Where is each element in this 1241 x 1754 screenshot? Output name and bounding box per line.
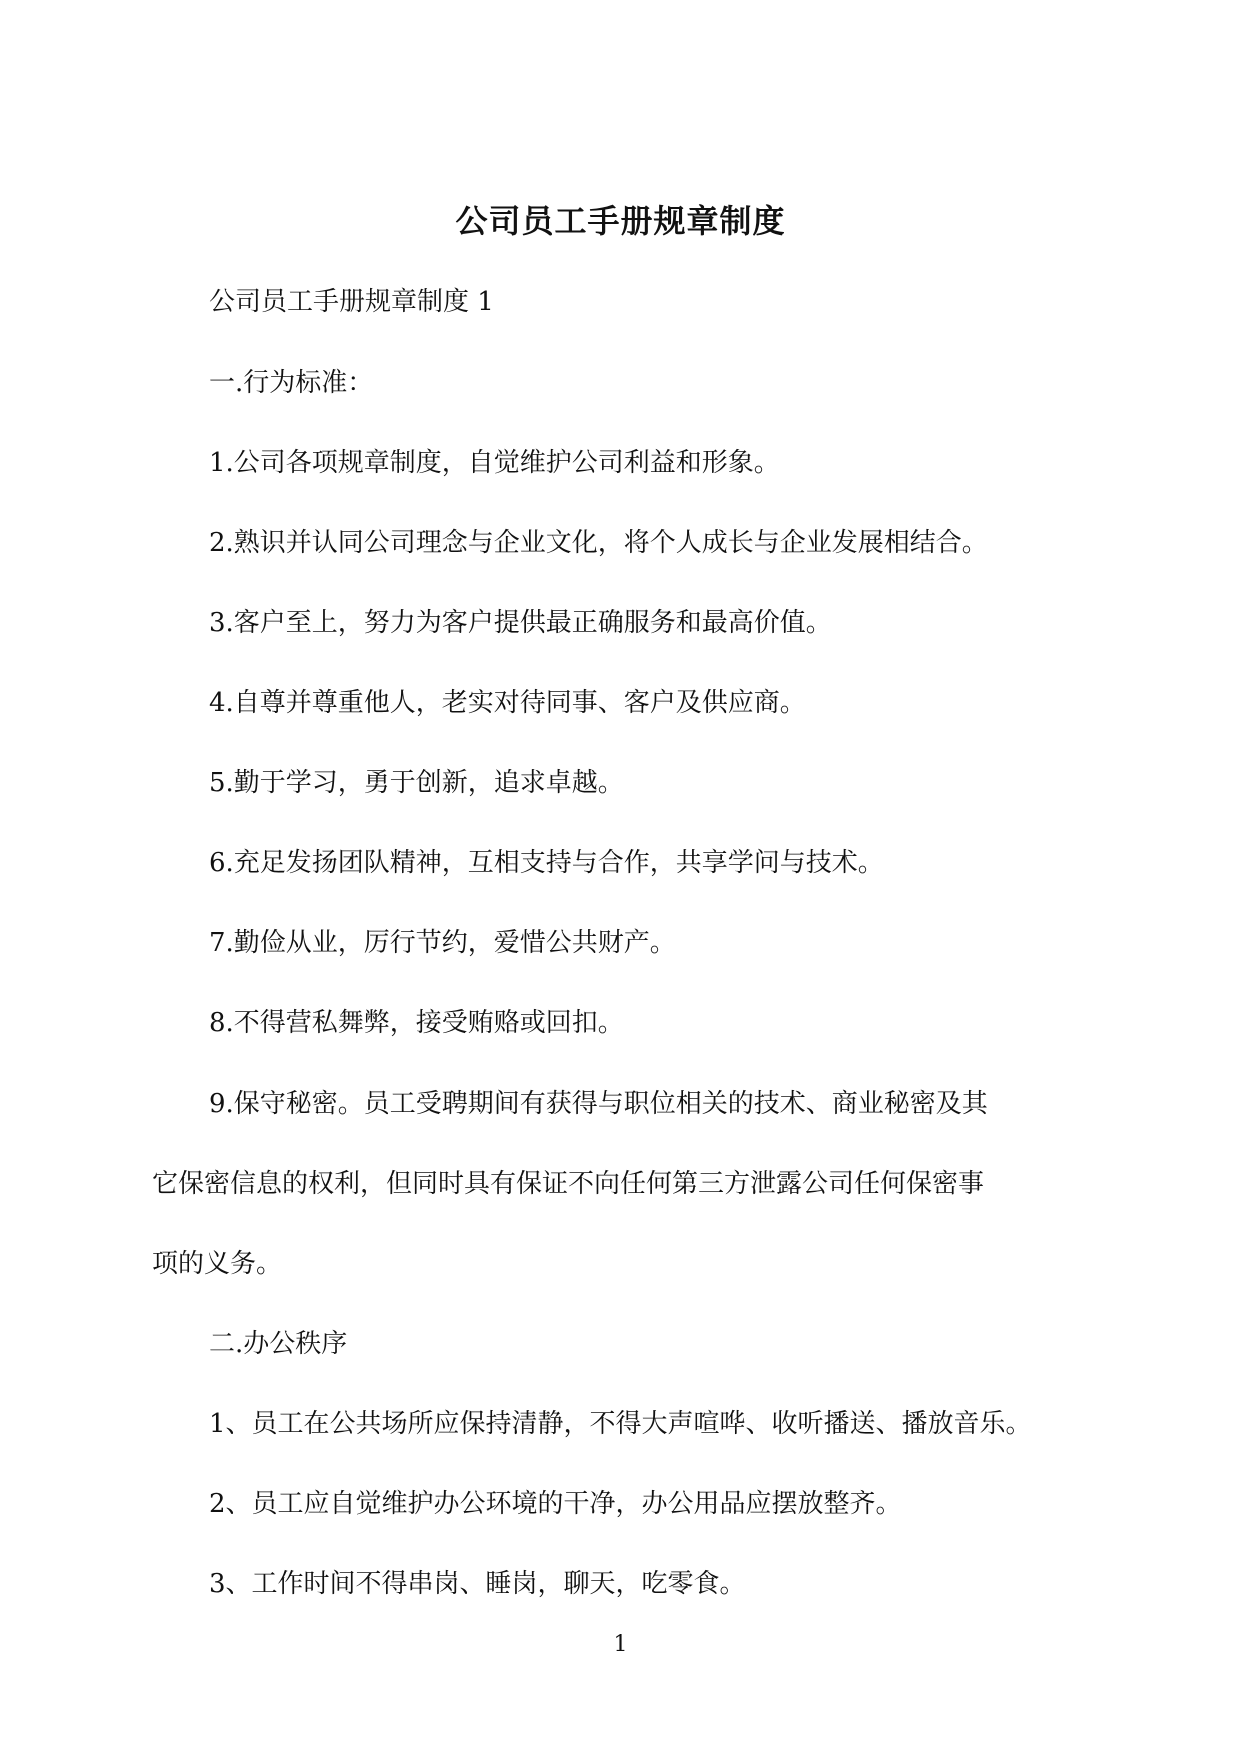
list-item-line: 它保密信息的权利，但同时具有保证不向任何第三方泄露公司任何保密事	[152, 1169, 985, 1199]
list-item: 4.自尊并尊重他人，老实对待同事、客户及供应商。	[209, 688, 806, 718]
list-item: 7.勤俭从业，厉行节约，爱惜公共财产。	[209, 928, 676, 958]
list-item: 1.公司各项规章制度，自觉维护公司利益和形象。	[209, 448, 780, 478]
list-item: 2.熟识并认同公司理念与企业文化，将个人成长与企业发展相结合。	[209, 528, 988, 558]
list-item: 2、员工应自觉维护办公环境的干净，办公用品应摆放整齐。	[209, 1489, 902, 1519]
list-item-line: 项的义务。	[152, 1249, 283, 1279]
list-item: 3.客户至上，努力为客户提供最正确服务和最高价值。	[209, 608, 832, 638]
section-heading-1: 一.行为标准：	[209, 368, 374, 398]
list-item: 5.勤于学习，勇于创新，追求卓越。	[209, 768, 624, 798]
list-item: 8.不得营私舞弊，接受贿赂或回扣。	[209, 1008, 624, 1038]
section-heading-2: 二.办公秩序	[209, 1329, 348, 1359]
list-item: 3、工作时间不得串岗、睡岗，聊天，吃零食。	[209, 1569, 746, 1599]
list-item: 6.充足发扬团队精神，互相支持与合作，共享学问与技术。	[209, 848, 884, 878]
list-item: 1、员工在公共场所应保持清静，不得大声喧哗、收听播送、播放音乐。	[209, 1409, 1032, 1439]
page-number: 1	[613, 1632, 628, 1657]
document-title: 公司员工手册规章制度	[455, 202, 786, 240]
list-item-line: 9.保守秘密。员工受聘期间有获得与职位相关的技术、商业秘密及其	[209, 1089, 988, 1119]
document-subtitle: 公司员工手册规章制度 1	[209, 287, 494, 317]
